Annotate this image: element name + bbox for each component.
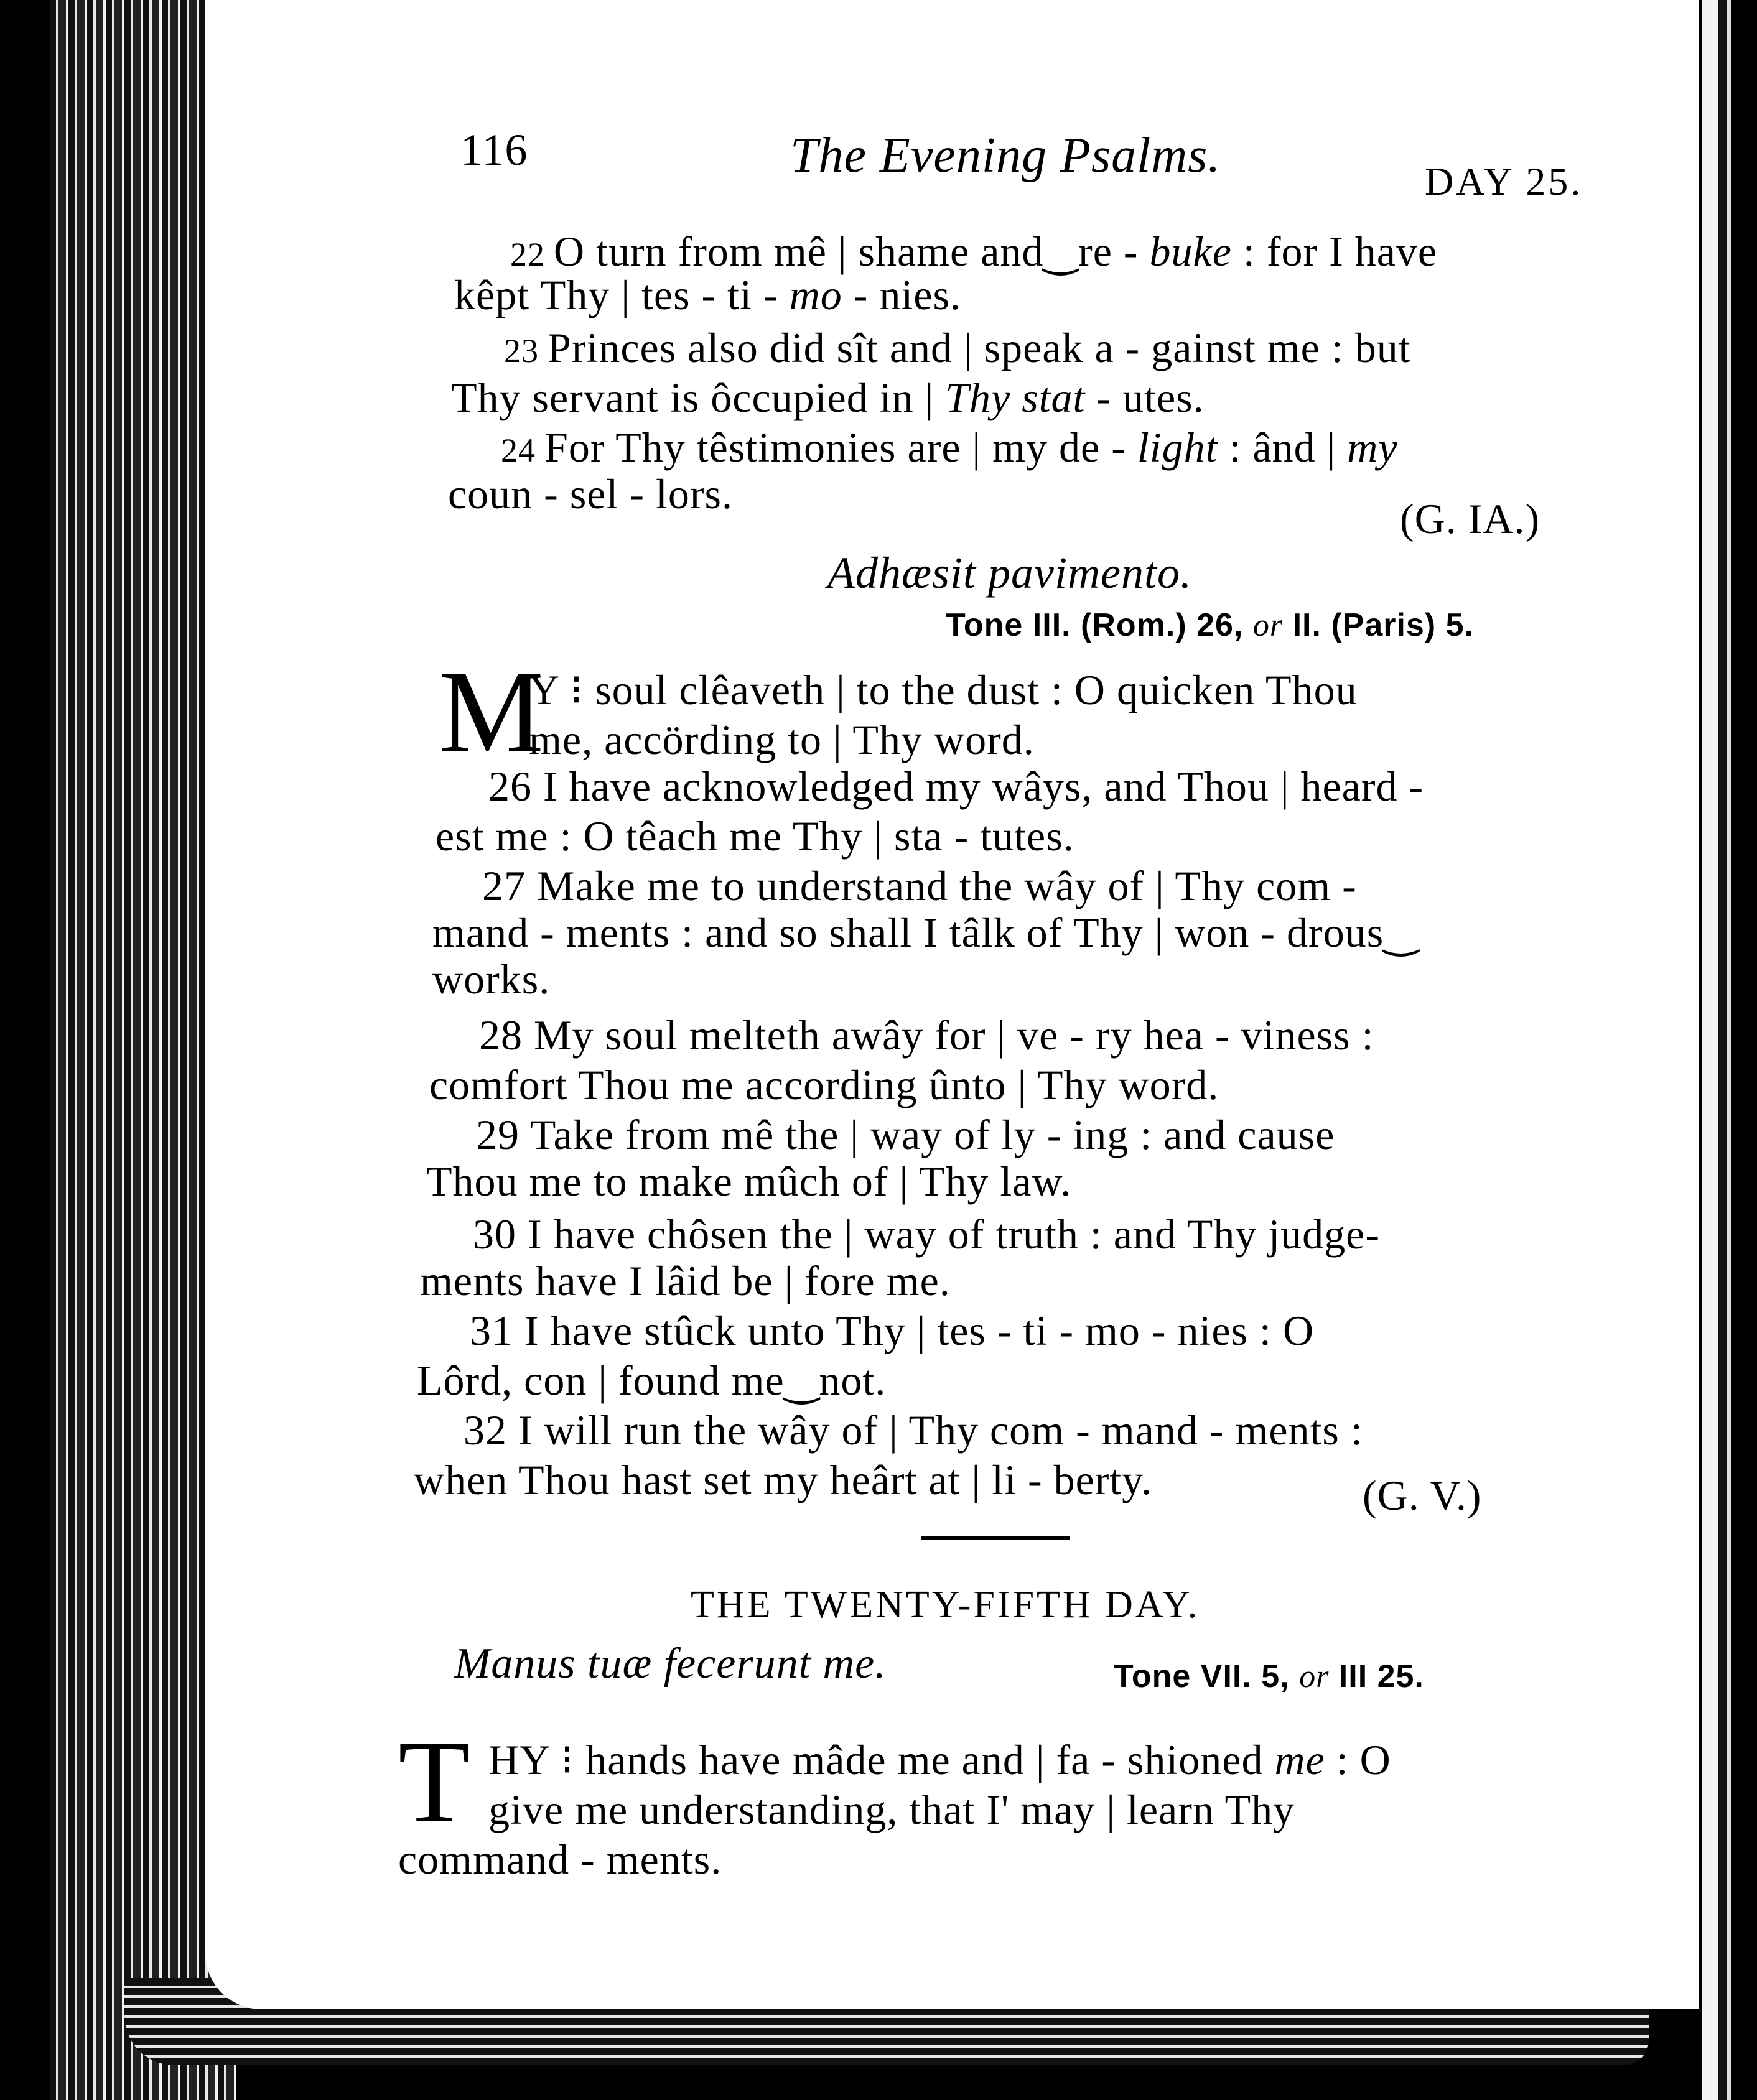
verse-line: ments have I lâid be | fore me. [420, 1257, 951, 1304]
verse-line: 28 My soul melteth awây for | ve - ry hea - viness : [479, 1011, 1374, 1059]
drop-cap: T [398, 1717, 471, 1847]
verse-line: give me understanding, that I' may | learn Thy [488, 1786, 1295, 1833]
verse-line: 31 I have stûck unto Thy | tes - ti - mo - nies : O [470, 1307, 1315, 1354]
psalm-title: Manus tuæ fecerunt me. [454, 1640, 887, 1688]
verse-line: 26 I have acknowledged my wâys, and Thou | heard - [488, 763, 1424, 810]
section-divider [921, 1536, 1070, 1540]
drop-cap: M [439, 647, 544, 778]
verse-line: Y ⁝ soul clêaveth | to the dust : O quicken Thou [529, 666, 1358, 713]
running-title: The Evening Psalms. [790, 128, 1221, 183]
tone-reference: (G. IA.) [1400, 495, 1540, 542]
verse-line: 32 I will run the wây of | Thy com - mand - ments : [464, 1406, 1363, 1454]
verse-line: Lôrd, con | found me‿not. [417, 1357, 887, 1404]
section-heading: THE TWENTY-FIFTH DAY. [691, 1584, 1200, 1626]
page-number: 116 [460, 125, 528, 175]
verse-line: mand - ments : and so shall I tâlk of Thy | won - drous‿ [432, 909, 1419, 956]
tone-indication: Tone VII. 5, or III 25. [1114, 1658, 1424, 1694]
verse-line: works. [432, 955, 551, 1003]
verse-line: 23 Princes also did sît and | speak a - gainst me : but [504, 324, 1411, 371]
verse-line: comfort Thou me according ûnto | Thy word. [429, 1061, 1219, 1108]
verse-line: kêpt Thy | tes - ti - mo - nies. [454, 271, 961, 318]
verse-line: est me : O têach me Thy | sta - tutes. [436, 812, 1074, 860]
verse-line: me, accörding to | Thy word. [529, 716, 1035, 763]
tone-reference: (G. V.) [1363, 1472, 1482, 1519]
verse-line: 29 Take from mê the | way of ly - ing : and cause [476, 1111, 1335, 1158]
verse-line: command - ments. [398, 1836, 722, 1883]
verse-line: 22 O turn from mê | shame and‿re - buke : for I have [510, 228, 1438, 275]
tone-indication: Tone III. (Rom.) 26, or II. (Paris) 5. [946, 607, 1475, 643]
psalm-title: Adhæsit pavimento. [827, 548, 1192, 598]
verse-line: Thy servant is ôccupied in | Thy stat - utes. [451, 374, 1205, 421]
verse-line: HY ⁝ hands have mâde me and | fa - shioned me : O [488, 1736, 1391, 1783]
verse-line: 27 Make me to understand the wây of | Thy com - [482, 862, 1357, 909]
book-binding-right [1702, 0, 1757, 2100]
verse-line: 30 I have chôsen the | way of truth : and Thy judge- [473, 1210, 1380, 1258]
verse-line: Thou me to make mûch of | Thy law. [426, 1158, 1072, 1205]
book-page [205, 0, 1699, 2009]
verse-line: 24 For Thy têstimonies are | my de - light : ând | my [501, 424, 1398, 471]
verse-line: coun - sel - lors. [448, 470, 734, 518]
verse-line: when Thou hast set my heârt at | li - berty. [414, 1456, 1152, 1503]
day-label: DAY 25. [1425, 159, 1583, 203]
